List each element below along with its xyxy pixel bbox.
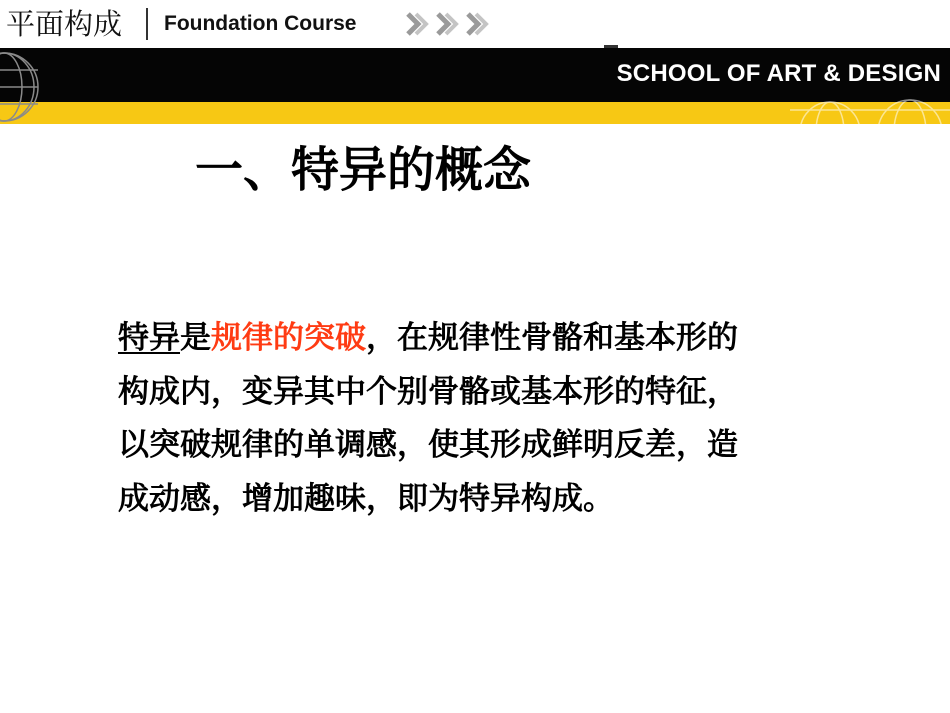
chevron-right-icon xyxy=(464,8,492,40)
line1-rest: ，在规律性骨骼和基本形的 xyxy=(366,320,738,356)
top-header xyxy=(0,0,950,48)
title-separator xyxy=(146,8,148,40)
chevron-right-icon xyxy=(404,8,432,40)
slide-title: 一、特异的概念 xyxy=(195,142,532,198)
paragraph-line-3: 以突破规律的单调感，使其形成鲜明反差，造 xyxy=(118,427,738,463)
chevron-group xyxy=(404,8,492,42)
highlight-phrase: 规律的突破 xyxy=(211,320,366,356)
lead-term: 特异 xyxy=(118,320,180,356)
school-name: SCHOOL OF ART & DESIGN xyxy=(616,60,941,87)
course-title-cn: 平面构成 xyxy=(6,7,123,41)
school-banner xyxy=(0,48,950,102)
lead-is: 是 xyxy=(180,320,211,356)
definition-paragraph xyxy=(118,312,878,526)
paragraph-line-2: 构成内，变异其中个别骨骼或基本形的特征， xyxy=(118,373,738,410)
paragraph-line-1 xyxy=(118,312,878,366)
globe-pattern-icon xyxy=(790,96,950,124)
globe-icon xyxy=(0,48,40,126)
chevron-right-icon xyxy=(434,8,462,40)
paragraph-line-4: 成动感，增加趣味，即为特异构成。 xyxy=(118,480,614,517)
course-title-en: Foundation Course xyxy=(164,12,357,35)
